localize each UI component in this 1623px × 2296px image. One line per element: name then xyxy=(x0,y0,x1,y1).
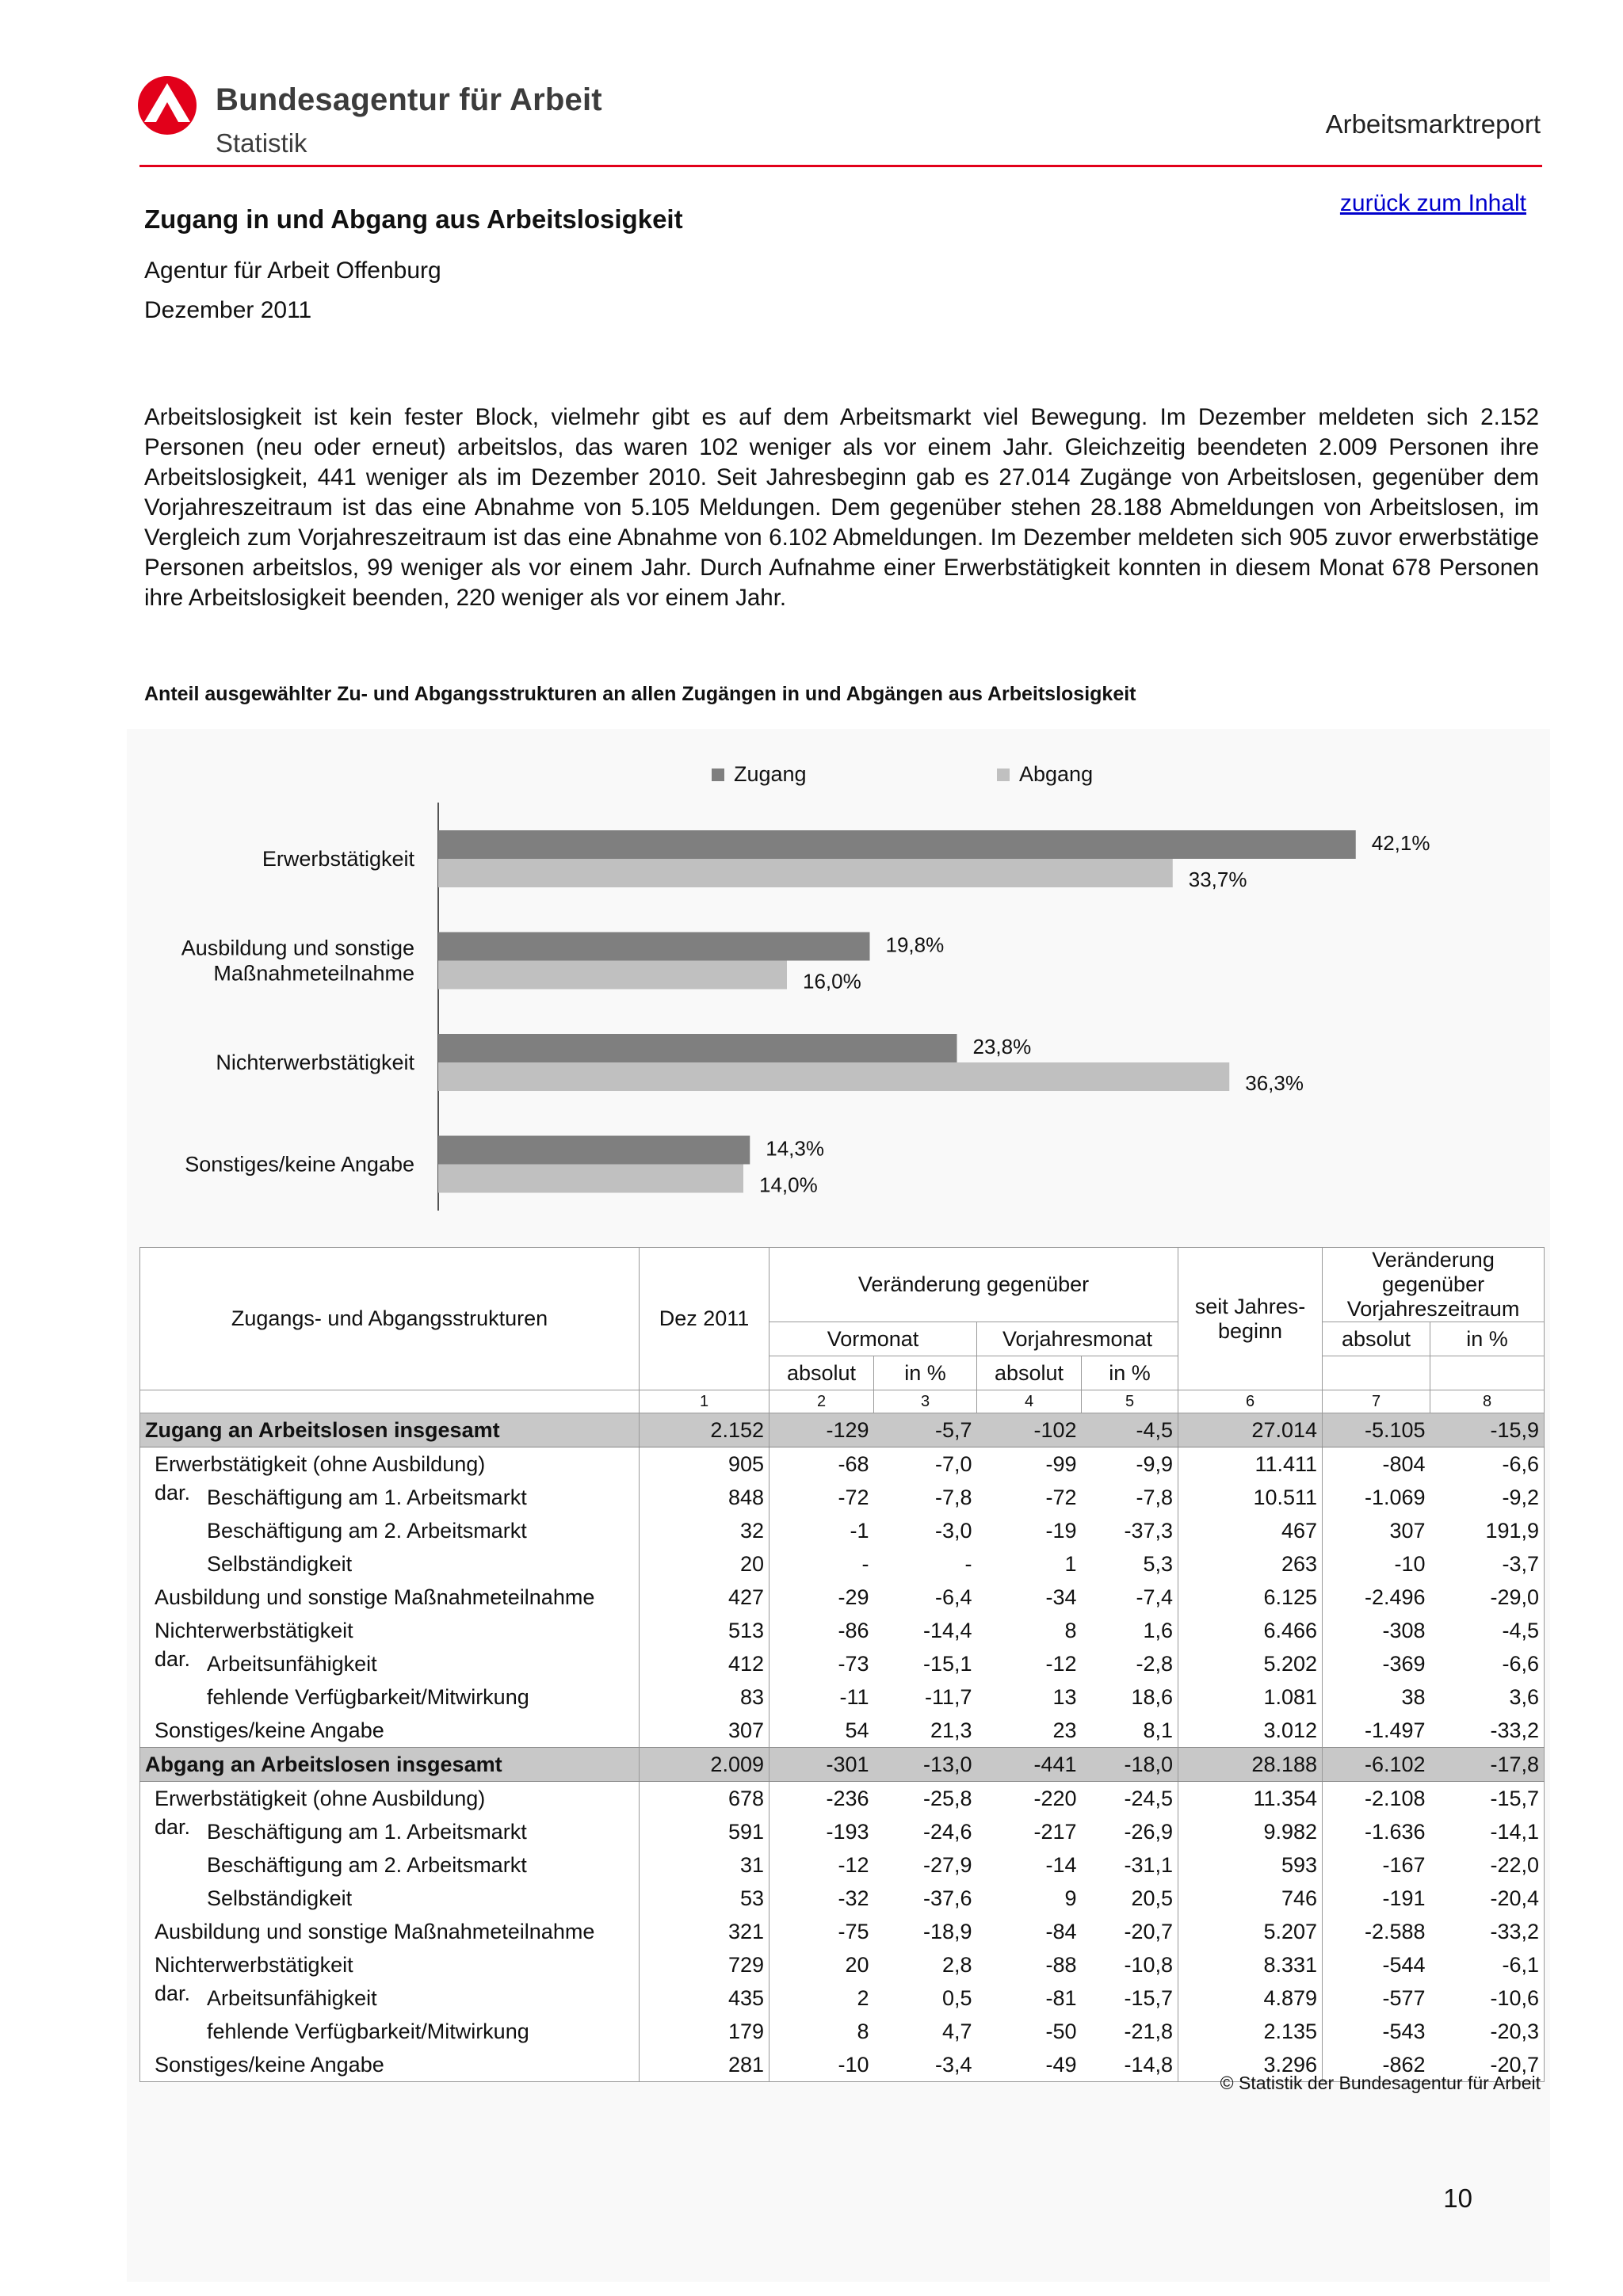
cell-col-5: -2,8 xyxy=(1082,1647,1178,1680)
cell-col-7: -543 xyxy=(1323,2015,1430,2048)
row-label xyxy=(140,1481,640,1514)
cell-col-1: 678 xyxy=(640,1782,769,1816)
header-absolut: absolut xyxy=(977,1356,1082,1390)
cell-col-6: 4.879 xyxy=(1178,1981,1323,2015)
cell-col-8: -9,2 xyxy=(1430,1481,1545,1514)
table-row xyxy=(140,1915,1545,1948)
row-label xyxy=(140,2048,640,2082)
row-label-text: Ausbildung und sonstige Maßnahmeteilnahme xyxy=(155,1919,595,1943)
row-label-text: Sonstiges/keine Angabe xyxy=(155,1718,384,1742)
cell-col-6: 8.331 xyxy=(1178,1948,1323,1981)
legend-swatch xyxy=(997,769,1010,781)
col-number: 7 xyxy=(1323,1390,1430,1413)
cell-col-4: -220 xyxy=(977,1782,1082,1816)
data-label: 33,7% xyxy=(1188,868,1247,891)
row-label xyxy=(140,1514,640,1547)
cell-col-7: 38 xyxy=(1323,1680,1430,1714)
intro-paragraph: Arbeitslosigkeit ist kein fester Block, vielmehr gibt es auf dem Arbeitsmarkt viel Bewegung. Im Dezember meldeten sich 2.152 Personen (neu oder erneut) arbeitslos, das waren 102 weniger als vor einem Jahr. Gleichzeitig beendeten 2.009 Personen ihre Arbeitslosigkeit, 441 weniger als im Dezember 2010. Seit Jahresbeginn gab es 27.014 Zugänge von Arbeitslosen, gegenüber dem Vorjahreszeitraum ist das eine Abnahme von 5.105 Meldungen. Dem gegenüber stehen 28.188 Abmeldungen von Arbeitslosen, im Vergleich zum Vorjahreszeitraum ist das eine Abnahme von 6.102 Abmeldungen. Im Dezember meldeten sich 905 zuvor erwerbstätige Personen arbeitslos, 99 weniger als vor einem Jahr. Durch Aufnahme einer Erwerbstätigkeit konnten in diesem Monat 678 Personen ihre Arbeitslosigkeit beenden, 220 weniger als vor einem Jahr. xyxy=(144,404,1539,611)
row-label-text: Ausbildung und sonstige Maßnahmeteilnahme xyxy=(155,1585,595,1609)
table-row xyxy=(140,1981,1545,2015)
cell-col-4: -14 xyxy=(977,1848,1082,1882)
cell-col-3: -5,7 xyxy=(874,1413,977,1447)
cell-col-1: 412 xyxy=(640,1647,769,1680)
chart-title: Anteil ausgewählter Zu- und Abgangsstrukturen an allen Zugängen in und Abgängen aus Arbeitslosigkeit xyxy=(144,683,1136,705)
cell-col-2: -75 xyxy=(769,1915,874,1948)
cell-col-3: 2,8 xyxy=(874,1948,977,1981)
cell-col-1: 591 xyxy=(640,1815,769,1848)
row-label-text: Arbeitsunfähigkeit xyxy=(207,1985,377,2010)
row-label xyxy=(140,1882,640,1915)
cell-col-5: -24,5 xyxy=(1082,1782,1178,1816)
cell-col-2: -11 xyxy=(769,1680,874,1714)
data-label: 23,8% xyxy=(972,1035,1032,1058)
header-structures: Zugangs- und Abgangsstrukturen xyxy=(140,1248,640,1390)
cell-col-4: -84 xyxy=(977,1915,1082,1948)
cell-col-8: -15,9 xyxy=(1430,1413,1545,1447)
page-title: Zugang in und Abgang aus Arbeitslosigkeit xyxy=(144,204,683,234)
cell-col-8: 3,6 xyxy=(1430,1680,1545,1714)
legend-label: Zugang xyxy=(734,762,807,786)
report-title: Arbeitsmarktreport xyxy=(1325,109,1541,139)
legend-swatch xyxy=(712,769,724,781)
header-blank xyxy=(1430,1356,1545,1390)
cell-col-1: 281 xyxy=(640,2048,769,2082)
cell-col-5: -7,8 xyxy=(1082,1481,1178,1514)
row-label xyxy=(140,1547,640,1581)
table-total-row xyxy=(140,1413,1545,1447)
bar-chart xyxy=(127,737,1434,1216)
cell-col-6: 6.125 xyxy=(1178,1581,1323,1614)
header-change-period: Veränderung gegenüber Vorjahreszeitraum xyxy=(1323,1248,1545,1322)
cell-col-3: 21,3 xyxy=(874,1714,977,1748)
cell-col-3: -18,9 xyxy=(874,1915,977,1948)
row-label-text: Zugang an Arbeitslosen insgesamt xyxy=(145,1417,500,1442)
cell-col-8: -33,2 xyxy=(1430,1915,1545,1948)
header-dez: Dez 2011 xyxy=(640,1248,769,1390)
category-label: Ausbildung und sonstige xyxy=(181,936,414,960)
cell-col-7: -2.588 xyxy=(1323,1915,1430,1948)
header-in-pct: in % xyxy=(874,1356,977,1390)
cell-col-7: -577 xyxy=(1323,1981,1430,2015)
cell-col-7: -308 xyxy=(1323,1614,1430,1647)
cell-col-1: 20 xyxy=(640,1547,769,1581)
cell-col-2: 2 xyxy=(769,1981,874,2015)
cell-col-1: 513 xyxy=(640,1614,769,1647)
back-to-contents-link[interactable]: zurück zum Inhalt xyxy=(1339,190,1526,216)
cell-col-3: 0,5 xyxy=(874,1981,977,2015)
col-number: 3 xyxy=(874,1390,977,1413)
cell-col-2: -193 xyxy=(769,1815,874,1848)
row-label xyxy=(140,1581,640,1614)
bar-abgang xyxy=(438,1062,1229,1091)
header-change: Veränderung gegenüber xyxy=(769,1248,1178,1322)
cell-col-1: 2.152 xyxy=(640,1413,769,1447)
cell-col-5: -18,0 xyxy=(1082,1748,1178,1782)
cell-col-3: - xyxy=(874,1547,977,1581)
cell-col-7: -10 xyxy=(1323,1547,1430,1581)
cell-col-5: -9,9 xyxy=(1082,1447,1178,1482)
cell-col-8: -6,1 xyxy=(1430,1948,1545,1981)
cell-col-1: 905 xyxy=(640,1447,769,1482)
row-label-text: Selbständigkeit xyxy=(207,1886,353,1910)
cell-col-8: -20,7 xyxy=(1430,2048,1545,2082)
row-label xyxy=(140,1848,640,1882)
cell-col-5: -4,5 xyxy=(1082,1413,1178,1447)
row-label-text: Beschäftigung am 2. Arbeitsmarkt xyxy=(207,1852,527,1877)
data-label: 36,3% xyxy=(1245,1071,1304,1095)
cell-col-4: 8 xyxy=(977,1614,1082,1647)
table-row xyxy=(140,1647,1545,1680)
cell-col-3: -7,8 xyxy=(874,1481,977,1514)
cell-col-5: -20,7 xyxy=(1082,1915,1178,1948)
header-prev-month: Vormonat xyxy=(769,1322,977,1356)
header-blank xyxy=(140,1390,640,1413)
cell-col-6: 11.411 xyxy=(1178,1447,1323,1482)
cell-col-6: 28.188 xyxy=(1178,1748,1323,1782)
header-divider xyxy=(139,165,1542,167)
row-label xyxy=(140,1815,640,1848)
table-row xyxy=(140,1848,1545,1882)
row-label-text: Erwerbstätigkeit (ohne Ausbildung) xyxy=(155,1451,486,1476)
cell-col-1: 32 xyxy=(640,1514,769,1547)
cell-col-4: -49 xyxy=(977,2048,1082,2082)
row-label-text: Nichterwerbstätigkeit xyxy=(155,1618,353,1642)
dar-prefix: dar. xyxy=(155,1981,191,2005)
row-label xyxy=(140,1748,640,1782)
table-row xyxy=(140,1882,1545,1915)
col-number: 5 xyxy=(1082,1390,1178,1413)
table-row xyxy=(140,1447,1545,1482)
table-row xyxy=(140,2015,1545,2048)
cell-col-6: 1.081 xyxy=(1178,1680,1323,1714)
cell-col-5: 5,3 xyxy=(1082,1547,1178,1581)
cell-col-2: -86 xyxy=(769,1614,874,1647)
cell-col-8: -15,7 xyxy=(1430,1782,1545,1816)
cell-col-1: 31 xyxy=(640,1848,769,1882)
cell-col-3: -37,6 xyxy=(874,1882,977,1915)
cell-col-5: -26,9 xyxy=(1082,1815,1178,1848)
row-label xyxy=(140,2015,640,2048)
cell-col-5: -21,8 xyxy=(1082,2015,1178,2048)
cell-col-5: 8,1 xyxy=(1082,1714,1178,1748)
cell-col-5: -14,8 xyxy=(1082,2048,1178,2082)
cell-col-7: -1.069 xyxy=(1323,1481,1430,1514)
cell-col-4: -72 xyxy=(977,1481,1082,1514)
cell-col-6: 3.012 xyxy=(1178,1714,1323,1748)
data-label: 14,3% xyxy=(766,1136,824,1161)
cell-col-3: -3,0 xyxy=(874,1514,977,1547)
cell-col-7: -862 xyxy=(1323,2048,1430,2082)
cell-col-6: 10.511 xyxy=(1178,1481,1323,1514)
row-label-text: fehlende Verfügbarkeit/Mitwirkung xyxy=(207,1684,529,1709)
row-label xyxy=(140,1782,640,1816)
cell-col-8: -6,6 xyxy=(1430,1447,1545,1482)
cell-col-4: -88 xyxy=(977,1948,1082,1981)
data-label: 16,0% xyxy=(803,969,861,994)
bar-abgang xyxy=(438,859,1173,887)
cell-col-2: -29 xyxy=(769,1581,874,1614)
table-row xyxy=(140,1481,1545,1514)
org-name: Bundesagentur für Arbeit xyxy=(216,82,602,117)
table-row xyxy=(140,1547,1545,1581)
cell-col-6: 5.207 xyxy=(1178,1915,1323,1948)
header-since-start: seit Jahres-beginn xyxy=(1178,1248,1323,1390)
cell-col-7: -2.496 xyxy=(1323,1581,1430,1614)
row-label xyxy=(140,1447,640,1482)
header-prev-year-month: Vorjahresmonat xyxy=(977,1322,1178,1356)
row-label-text: Abgang an Arbeitslosen insgesamt xyxy=(145,1752,502,1776)
structures-table xyxy=(139,1247,1545,2082)
cell-col-7: -6.102 xyxy=(1323,1748,1430,1782)
page-number: 10 xyxy=(1443,2183,1472,2213)
category-label: Erwerbstätigkeit xyxy=(262,847,414,871)
cell-col-8: -29,0 xyxy=(1430,1581,1545,1614)
table-row xyxy=(140,1581,1545,1614)
cell-col-2: -10 xyxy=(769,2048,874,2082)
row-label-text: Selbständigkeit xyxy=(207,1551,353,1576)
dar-prefix: dar. xyxy=(155,1646,191,1671)
cell-col-4: -81 xyxy=(977,1981,1082,2015)
row-label xyxy=(140,1714,640,1748)
category-label: Nichterwerbstätigkeit xyxy=(216,1051,414,1074)
cell-col-8: -22,0 xyxy=(1430,1848,1545,1882)
cell-col-4: 9 xyxy=(977,1882,1082,1915)
cell-col-1: 2.009 xyxy=(640,1748,769,1782)
cell-col-4: -102 xyxy=(977,1413,1082,1447)
dar-prefix: dar. xyxy=(155,1480,191,1505)
cell-col-3: -7,0 xyxy=(874,1447,977,1482)
cell-col-2: - xyxy=(769,1547,874,1581)
cell-col-8: -10,6 xyxy=(1430,1981,1545,2015)
row-label xyxy=(140,1915,640,1948)
header-absolut: absolut xyxy=(1323,1322,1430,1356)
col-number: 2 xyxy=(769,1390,874,1413)
cell-col-8: -20,4 xyxy=(1430,1882,1545,1915)
cell-col-1: 307 xyxy=(640,1714,769,1748)
cell-col-7: -804 xyxy=(1323,1447,1430,1482)
ba-logo-icon xyxy=(138,76,197,135)
cell-col-8: -33,2 xyxy=(1430,1714,1545,1748)
table-row xyxy=(140,1714,1545,1748)
bar-abgang xyxy=(438,1165,743,1193)
agency-name: Agentur für Arbeit Offenburg xyxy=(144,257,441,284)
cell-col-8: -4,5 xyxy=(1430,1614,1545,1647)
header-in-pct: in % xyxy=(1082,1356,1178,1390)
cell-col-6: 3.296 xyxy=(1178,2048,1323,2082)
row-label-text: Erwerbstätigkeit (ohne Ausbildung) xyxy=(155,1786,486,1810)
cell-col-3: -15,1 xyxy=(874,1647,977,1680)
cell-col-3: -6,4 xyxy=(874,1581,977,1614)
cell-col-6: 6.466 xyxy=(1178,1614,1323,1647)
cell-col-6: 2.135 xyxy=(1178,2015,1323,2048)
cell-col-5: 18,6 xyxy=(1082,1680,1178,1714)
row-label-text: Beschäftigung am 1. Arbeitsmarkt xyxy=(207,1485,527,1509)
bar-zugang xyxy=(438,933,870,961)
cell-col-4: -217 xyxy=(977,1815,1082,1848)
table-row xyxy=(140,1782,1545,1816)
table-total-row xyxy=(140,1748,1545,1782)
col-number: 6 xyxy=(1178,1390,1323,1413)
cell-col-2: -236 xyxy=(769,1782,874,1816)
cell-col-3: -13,0 xyxy=(874,1748,977,1782)
row-label xyxy=(140,1614,640,1647)
copyright: © Statistik der Bundesagentur für Arbeit xyxy=(1220,2073,1541,2093)
cell-col-3: -3,4 xyxy=(874,2048,977,2082)
col-number: 4 xyxy=(977,1390,1082,1413)
cell-col-6: 9.982 xyxy=(1178,1815,1323,1848)
cell-col-8: -14,1 xyxy=(1430,1815,1545,1848)
row-label-text: Beschäftigung am 2. Arbeitsmarkt xyxy=(207,1518,527,1543)
cell-col-5: 20,5 xyxy=(1082,1882,1178,1915)
cell-col-5: -31,1 xyxy=(1082,1848,1178,1882)
data-label: 19,8% xyxy=(885,933,945,957)
row-label-text: Nichterwerbstätigkeit xyxy=(155,1952,353,1977)
cell-col-8: -6,6 xyxy=(1430,1647,1545,1680)
row-label xyxy=(140,1413,640,1447)
cell-col-5: -15,7 xyxy=(1082,1981,1178,2015)
cell-col-2: -301 xyxy=(769,1748,874,1782)
cell-col-5: 1,6 xyxy=(1082,1614,1178,1647)
cell-col-1: 179 xyxy=(640,2015,769,2048)
cell-col-7: -369 xyxy=(1323,1647,1430,1680)
cell-col-1: 321 xyxy=(640,1915,769,1948)
table-row xyxy=(140,1680,1545,1714)
cell-col-5: -7,4 xyxy=(1082,1581,1178,1614)
cell-col-8: -20,3 xyxy=(1430,2015,1545,2048)
table-row xyxy=(140,1514,1545,1547)
header-blank xyxy=(1323,1356,1430,1390)
cell-col-2: -12 xyxy=(769,1848,874,1882)
cell-col-7: -5.105 xyxy=(1323,1413,1430,1447)
col-number: 1 xyxy=(640,1390,769,1413)
cell-col-3: -11,7 xyxy=(874,1680,977,1714)
cell-col-6: 593 xyxy=(1178,1848,1323,1882)
category-label: Sonstiges/keine Angabe xyxy=(185,1152,414,1177)
cell-col-4: 23 xyxy=(977,1714,1082,1748)
cell-col-3: 4,7 xyxy=(874,2015,977,2048)
row-label-text: Sonstiges/keine Angabe xyxy=(155,2052,384,2077)
cell-col-2: -73 xyxy=(769,1647,874,1680)
cell-col-6: 746 xyxy=(1178,1882,1323,1915)
bar-zugang xyxy=(438,1136,750,1165)
header-in-pct: in % xyxy=(1430,1322,1545,1356)
cell-col-1: 435 xyxy=(640,1981,769,2015)
cell-col-2: -72 xyxy=(769,1481,874,1514)
cell-col-7: -191 xyxy=(1323,1882,1430,1915)
cell-col-2: -32 xyxy=(769,1882,874,1915)
table-body xyxy=(140,1413,1545,2082)
row-label-text: Arbeitsunfähigkeit xyxy=(207,1651,377,1676)
legend-label: Abgang xyxy=(1019,762,1094,786)
cell-col-4: -19 xyxy=(977,1514,1082,1547)
data-label: 42,1% xyxy=(1371,831,1430,855)
cell-col-5: -37,3 xyxy=(1082,1514,1178,1547)
row-label xyxy=(140,1948,640,1981)
table-row xyxy=(140,1948,1545,1981)
cell-col-7: -1.497 xyxy=(1323,1714,1430,1748)
cell-col-5: -10,8 xyxy=(1082,1948,1178,1981)
cell-col-2: -129 xyxy=(769,1413,874,1447)
cell-col-2: 54 xyxy=(769,1714,874,1748)
col-number: 8 xyxy=(1430,1390,1545,1413)
cell-col-7: -2.108 xyxy=(1323,1782,1430,1816)
cell-col-2: -68 xyxy=(769,1447,874,1482)
cell-col-4: 1 xyxy=(977,1547,1082,1581)
cell-col-6: 11.354 xyxy=(1178,1782,1323,1816)
cell-col-2: 20 xyxy=(769,1948,874,1981)
cell-col-6: 467 xyxy=(1178,1514,1323,1547)
data-label: 14,0% xyxy=(759,1173,818,1197)
cell-col-3: -27,9 xyxy=(874,1848,977,1882)
report-month: Dezember 2011 xyxy=(144,297,312,323)
cell-col-3: -14,4 xyxy=(874,1614,977,1647)
dar-prefix: dar. xyxy=(155,1814,191,1839)
row-label-text: fehlende Verfügbarkeit/Mitwirkung xyxy=(207,2019,529,2043)
cell-col-4: -12 xyxy=(977,1647,1082,1680)
table-row xyxy=(140,1815,1545,1848)
cell-col-3: -24,6 xyxy=(874,1815,977,1848)
cell-col-1: 729 xyxy=(640,1948,769,1981)
cell-col-7: -167 xyxy=(1323,1848,1430,1882)
cell-col-4: -441 xyxy=(977,1748,1082,1782)
table-row xyxy=(140,1614,1545,1647)
bar-zugang xyxy=(438,1034,957,1062)
cell-col-2: 8 xyxy=(769,2015,874,2048)
cell-col-2: -1 xyxy=(769,1514,874,1547)
cell-col-6: 5.202 xyxy=(1178,1647,1323,1680)
row-label xyxy=(140,1680,640,1714)
category-label: Maßnahmeteilnahme xyxy=(213,961,414,986)
org-subtitle: Statistik xyxy=(216,128,307,158)
row-label-text: Beschäftigung am 1. Arbeitsmarkt xyxy=(207,1819,527,1844)
cell-col-1: 848 xyxy=(640,1481,769,1514)
row-label xyxy=(140,1647,640,1680)
cell-col-7: -544 xyxy=(1323,1948,1430,1981)
cell-col-1: 53 xyxy=(640,1882,769,1915)
cell-col-3: -25,8 xyxy=(874,1782,977,1816)
cell-col-1: 427 xyxy=(640,1581,769,1614)
header-absolut: absolut xyxy=(769,1356,874,1390)
cell-col-6: 263 xyxy=(1178,1547,1323,1581)
cell-col-6: 27.014 xyxy=(1178,1413,1323,1447)
cell-col-7: 307 xyxy=(1323,1514,1430,1547)
cell-col-8: -3,7 xyxy=(1430,1547,1545,1581)
row-label xyxy=(140,1981,640,2015)
cell-col-4: -34 xyxy=(977,1581,1082,1614)
cell-col-8: -17,8 xyxy=(1430,1748,1545,1782)
cell-col-4: -99 xyxy=(977,1447,1082,1482)
bar-zugang xyxy=(438,830,1356,859)
cell-col-4: -50 xyxy=(977,2015,1082,2048)
cell-col-8: 191,9 xyxy=(1430,1514,1545,1547)
cell-col-1: 83 xyxy=(640,1680,769,1714)
cell-col-7: -1.636 xyxy=(1323,1815,1430,1848)
cell-col-4: 13 xyxy=(977,1680,1082,1714)
bar-abgang xyxy=(438,961,787,990)
